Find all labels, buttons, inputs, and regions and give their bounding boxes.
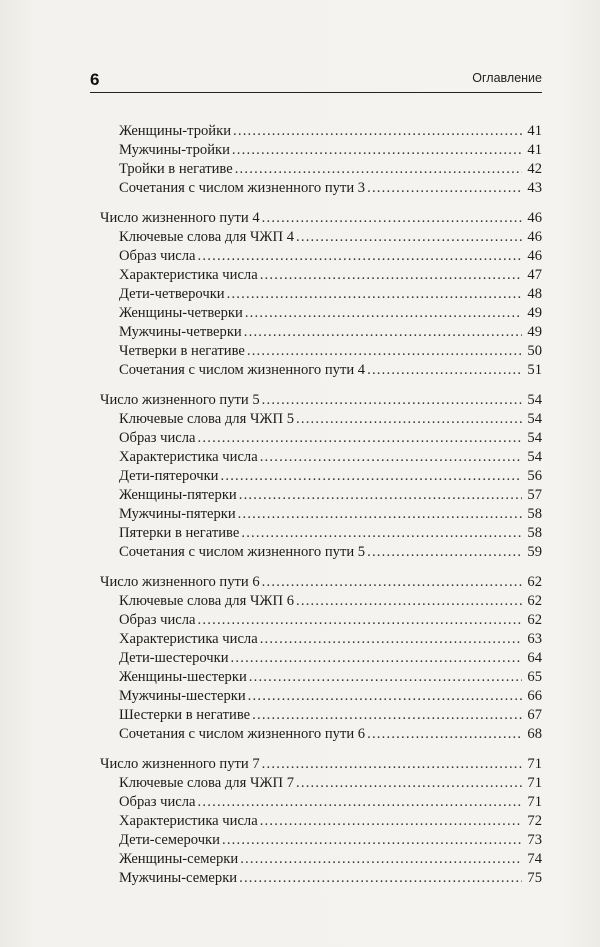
toc-entry-page: 58: [527, 506, 542, 522]
toc-dot-leader: [260, 630, 522, 649]
toc-entry-page: 41: [527, 123, 542, 139]
toc-entry-page: 67: [527, 707, 542, 723]
toc-dot-leader: [262, 573, 522, 592]
toc-entry-title: Образ числа: [119, 430, 196, 446]
toc-dot-leader: [221, 467, 523, 486]
toc-dot-leader: [249, 668, 522, 687]
toc-entry-title: Женщины-тройки: [119, 123, 232, 139]
toc-chapter-entry: [100, 391, 542, 410]
toc-entry-title: Женщины-четверки: [119, 305, 243, 321]
toc-entry-title: Число жизненного пути 6: [100, 574, 260, 590]
toc-entry-title: Характеристика числа: [119, 449, 258, 465]
toc-entry-title: Образ числа: [119, 248, 196, 264]
toc-entry-title: Тройки в негативе: [119, 161, 233, 177]
toc-dot-leader: [262, 391, 522, 410]
table-of-contents: [100, 122, 542, 888]
toc-entry-title: Мужчины-семерки: [119, 870, 238, 886]
page-number: 6: [90, 70, 100, 89]
toc-entry-page: 66: [527, 688, 542, 704]
toc-entry-page: 49: [527, 324, 542, 340]
toc-dot-leader: [296, 774, 522, 793]
toc-dot-leader: [239, 486, 522, 505]
toc-section-entry: [100, 611, 542, 630]
toc-entry-title: Ключевые слова для ЧЖП 5: [119, 411, 294, 427]
toc-entry-page: 50: [527, 343, 542, 359]
toc-entry-page: 64: [527, 650, 542, 666]
toc-entry-page: 54: [527, 392, 542, 408]
toc-entry-title: Число жизненного пути 4: [100, 210, 260, 226]
toc-dot-leader: [235, 160, 522, 179]
toc-section-entry: [100, 228, 542, 247]
toc-dot-leader: [260, 448, 522, 467]
toc-entry-page: 71: [527, 756, 542, 772]
toc-entry-page: 56: [527, 468, 542, 484]
toc-entry-title: Число жизненного пути 5: [100, 392, 260, 408]
toc-chapter-entry: [100, 573, 542, 592]
toc-section-entry: [100, 812, 542, 831]
toc-dot-leader: [367, 543, 522, 562]
toc-entry-title: Пятерки в негативе: [119, 525, 240, 541]
toc-dot-leader: [262, 209, 522, 228]
toc-entry-title: Сочетания с числом жизненного пути 6: [119, 726, 366, 742]
toc-entry-page: 54: [527, 449, 542, 465]
toc-dot-leader: [252, 706, 522, 725]
toc-entry-title: Мужчины-шестерки: [119, 688, 246, 704]
toc-entry-page: 62: [527, 593, 542, 609]
toc-entry-page: 71: [527, 775, 542, 791]
toc-entry-page: 46: [527, 248, 542, 264]
toc-section-entry: [100, 247, 542, 266]
toc-section-entry: [100, 179, 542, 198]
toc-dot-leader: [296, 592, 522, 611]
toc-entry-title: Дети-семерочки: [119, 832, 220, 848]
toc-section-entry: [100, 122, 542, 141]
toc-entry-title: Сочетания с числом жизненного пути 4: [119, 362, 366, 378]
toc-section-entry: [100, 160, 542, 179]
toc-section-entry: [100, 543, 542, 562]
toc-section-entry: [100, 850, 542, 869]
toc-section-entry: [100, 668, 542, 687]
toc-section-entry: [100, 266, 542, 285]
toc-entry-page: 74: [527, 851, 542, 867]
toc-entry-title: Характеристика числа: [119, 813, 258, 829]
toc-dot-leader: [222, 831, 522, 850]
toc-section-entry: [100, 630, 542, 649]
toc-entry-title: Шестерки в негативе: [119, 707, 251, 723]
toc-section-entry: [100, 774, 542, 793]
toc-section-entry: [100, 342, 542, 361]
toc-entry-title: Число жизненного пути 7: [100, 756, 260, 772]
toc-entry-page: 58: [527, 525, 542, 541]
toc-section-entry: [100, 448, 542, 467]
toc-entry-page: 46: [527, 210, 542, 226]
toc-section-entry: [100, 141, 542, 160]
toc-entry-title: Характеристика числа: [119, 267, 258, 283]
toc-entry-title: Сочетания с числом жизненного пути 5: [119, 544, 366, 560]
toc-dot-leader: [367, 725, 522, 744]
toc-entry-page: 54: [527, 411, 542, 427]
toc-dot-leader: [244, 323, 522, 342]
toc-dot-leader: [260, 266, 522, 285]
toc-entry-page: 43: [527, 180, 542, 196]
toc-section-entry: [100, 725, 542, 744]
toc-entry-page: 47: [527, 267, 542, 283]
toc-dot-leader: [198, 429, 522, 448]
toc-section-entry: [100, 649, 542, 668]
toc-dot-leader: [260, 812, 522, 831]
toc-entry-title: Мужчины-тройки: [119, 142, 230, 158]
toc-dot-leader: [248, 687, 522, 706]
toc-dot-leader: [198, 793, 522, 812]
toc-dot-leader: [227, 285, 522, 304]
toc-entry-title: Дети-четверочки: [119, 286, 225, 302]
toc-dot-leader: [296, 228, 522, 247]
toc-entry-title: Ключевые слова для ЧЖП 7: [119, 775, 294, 791]
toc-entry-page: 62: [527, 612, 542, 628]
toc-entry-title: Дети-шестерочки: [119, 650, 229, 666]
toc-entry-page: 63: [527, 631, 542, 647]
toc-entry-page: 62: [527, 574, 542, 590]
toc-entry-title: Мужчины-четверки: [119, 324, 242, 340]
toc-entry-title: Образ числа: [119, 794, 196, 810]
toc-dot-leader: [233, 122, 522, 141]
toc-section-entry: [100, 505, 542, 524]
toc-section-entry: [100, 592, 542, 611]
toc-section-entry: [100, 467, 542, 486]
toc-entry-title: Четверки в негативе: [119, 343, 245, 359]
running-title: Оглавление: [472, 71, 542, 85]
toc-entry-title: Дети-пятерочки: [119, 468, 219, 484]
toc-dot-leader: [232, 141, 522, 160]
toc-entry-page: 65: [527, 669, 542, 685]
toc-section-entry: [100, 486, 542, 505]
toc-section-entry: [100, 361, 542, 380]
toc-chapter-entry: [100, 755, 542, 774]
toc-dot-leader: [239, 869, 522, 888]
toc-entry-page: 75: [527, 870, 542, 886]
toc-entry-page: 54: [527, 430, 542, 446]
toc-dot-leader: [231, 649, 522, 668]
toc-chapter-entry: [100, 209, 542, 228]
toc-section-entry: [100, 869, 542, 888]
toc-entry-page: 59: [527, 544, 542, 560]
toc-entry-page: 73: [527, 832, 542, 848]
toc-entry-title: Женщины-пятерки: [119, 487, 237, 503]
toc-entry-page: 46: [527, 229, 542, 245]
toc-section-entry: [100, 706, 542, 725]
toc-entry-page: 68: [527, 726, 542, 742]
toc-dot-leader: [241, 524, 522, 543]
toc-entry-page: 51: [527, 362, 542, 378]
toc-dot-leader: [367, 179, 522, 198]
toc-section-entry: [100, 429, 542, 448]
toc-entry-title: Ключевые слова для ЧЖП 4: [119, 229, 294, 245]
toc-entry-page: 41: [527, 142, 542, 158]
toc-entry-title: Женщины-шестерки: [119, 669, 247, 685]
toc-section-entry: [100, 831, 542, 850]
toc-entry-page: 57: [527, 487, 542, 503]
toc-section-entry: [100, 524, 542, 543]
page-header: [90, 60, 542, 93]
toc-dot-leader: [262, 755, 522, 774]
toc-entry-page: 71: [527, 794, 542, 810]
toc-entry-page: 49: [527, 305, 542, 321]
toc-dot-leader: [296, 410, 522, 429]
toc-dot-leader: [238, 505, 522, 524]
toc-dot-leader: [198, 611, 522, 630]
toc-entry-page: 48: [527, 286, 542, 302]
toc-entry-page: 72: [527, 813, 542, 829]
toc-dot-leader: [240, 850, 522, 869]
toc-dot-leader: [198, 247, 522, 266]
toc-section-entry: [100, 410, 542, 429]
toc-entry-title: Мужчины-пятерки: [119, 506, 236, 522]
toc-section-entry: [100, 285, 542, 304]
toc-section-entry: [100, 323, 542, 342]
toc-dot-leader: [245, 304, 522, 323]
toc-entry-title: Ключевые слова для ЧЖП 6: [119, 593, 294, 609]
toc-dot-leader: [247, 342, 522, 361]
toc-entry-page: 42: [527, 161, 542, 177]
toc-entry-title: Сочетания с числом жизненного пути 3: [119, 180, 366, 196]
toc-entry-title: Женщины-семерки: [119, 851, 239, 867]
toc-section-entry: [100, 304, 542, 323]
toc-section-entry: [100, 687, 542, 706]
toc-entry-title: Образ числа: [119, 612, 196, 628]
toc-section-entry: [100, 793, 542, 812]
toc-dot-leader: [367, 361, 522, 380]
toc-entry-title: Характеристика числа: [119, 631, 258, 647]
